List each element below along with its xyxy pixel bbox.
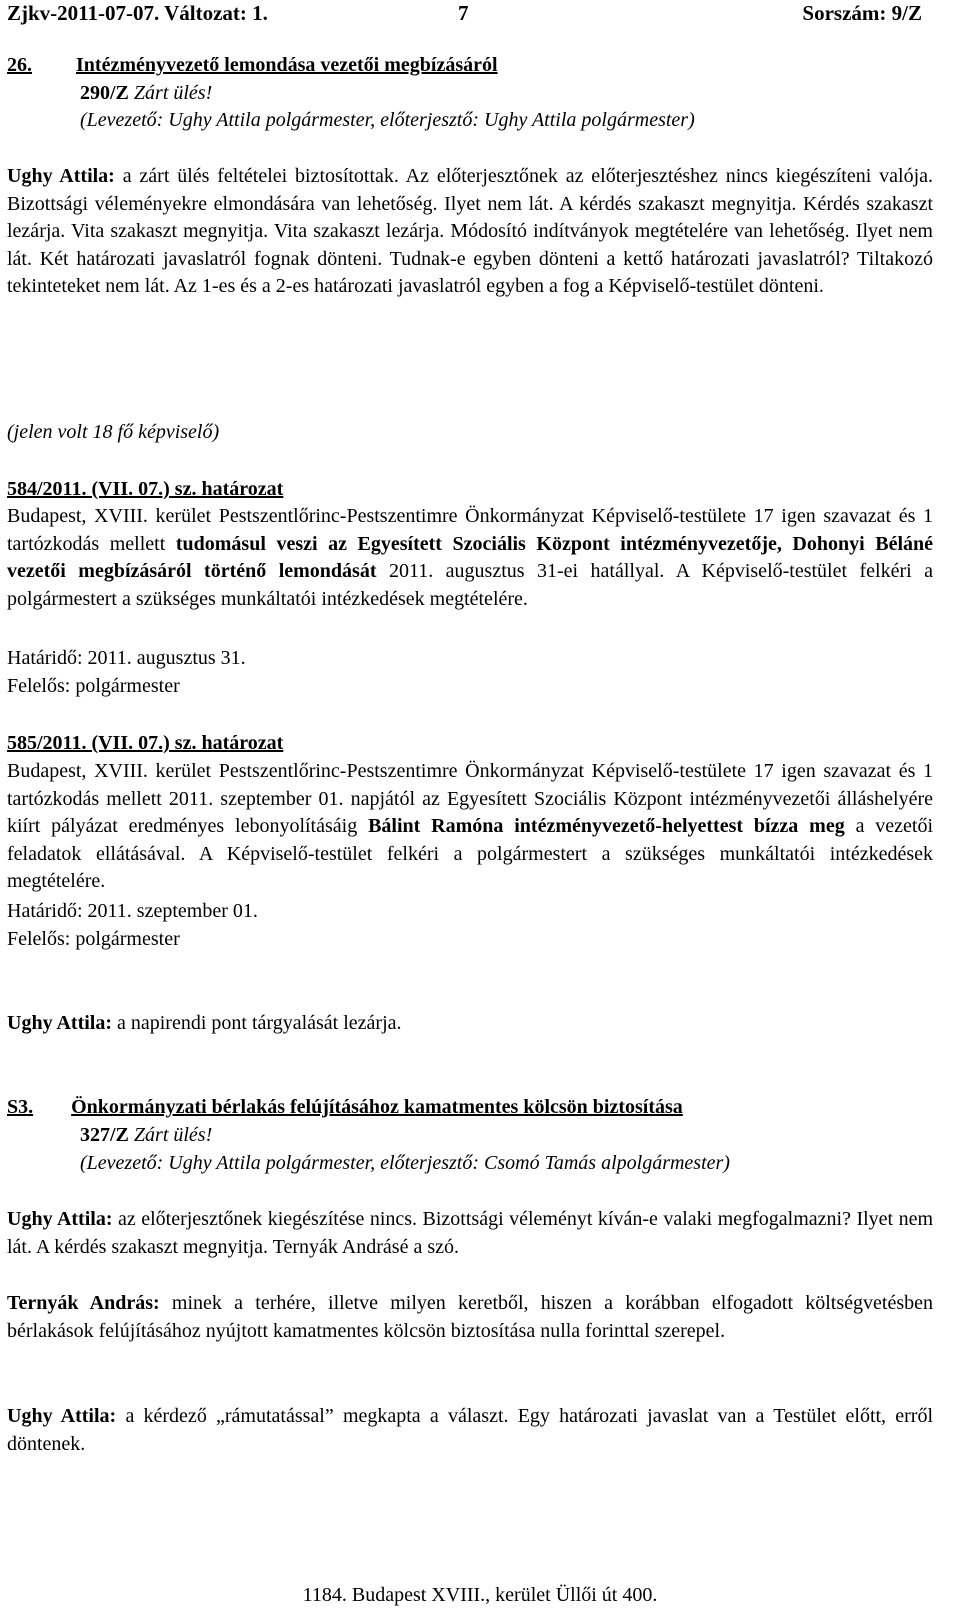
item-title: Önkormányzati bérlakás felújításához kamatmentes kölcsön biztosítása <box>71 1096 683 1118</box>
resolution-584-responsible: Felelős: polgármester <box>7 675 180 697</box>
item-s3-paragraph-2 <box>7 1290 933 1345</box>
item-26-presenter: (Levezető: Ughy Attila polgármester, előterjesztő: Ughy Attila polgármester) <box>80 109 695 131</box>
resolution-585-title: 585/2011. (VII. 07.) sz. határozat <box>7 732 284 754</box>
speaker-name: Ughy Attila: <box>7 1208 113 1230</box>
header-page-number: 7 <box>458 1 469 25</box>
item-s3-presenter: (Levezető: Ughy Attila polgármester, előterjesztő: Csomó Tamás alpolgármester) <box>80 1152 730 1174</box>
item-s3-paragraph-3 <box>7 1403 933 1458</box>
closed-session-label: Zárt ülés! <box>133 1124 213 1146</box>
item-s3-heading <box>7 1094 683 1122</box>
header-right: Sorszám: 9/Z <box>802 1 922 25</box>
resolution-text-pre: Budapest, XVIII. kerület Pestszentlőrinc-Pestszentimre Önkormányzat Képviselő-testülete 17 igen szavazat és 1 tartózkodás mellett 2011. szeptember 01. napjától az Egyesített Szociális Központ intézményvezetői álláshelyére kiírt pályázat eredményes lebonyolításáig <box>7 760 933 837</box>
resolution-text-bold: Bálint Ramóna intézményvezető-helyettest bízza meg <box>368 815 845 837</box>
paragraph-text: a kérdező „rámutatással” megkapta a választ. Egy határozati javaslat van a Testület előtt, erről döntenek. <box>7 1405 934 1455</box>
attendance-note: (jelen volt 18 fő képviselő) <box>7 421 220 443</box>
item-number: S3. <box>7 1096 34 1118</box>
item-title: Intézményvezető lemondása vezetői megbízásáról <box>76 54 498 76</box>
item-26-speech <box>7 163 933 301</box>
item-s3-paragraph-1 <box>7 1206 933 1261</box>
resolution-584-text <box>7 503 933 613</box>
item-number: 26. <box>7 54 32 76</box>
resolution-584-title: 584/2011. (VII. 07.) sz. határozat <box>7 478 284 500</box>
speaker-name: Ternyák András: <box>7 1292 160 1314</box>
paragraph-text: minek a terhére, illetve milyen keretből, hiszen a korábban elfogadott költségvetésben bérlakások felújításához nyújtott kamatmentes kölcsön biztosítása nulla forinttal szerepel. <box>7 1292 933 1342</box>
speaker-name: Ughy Attila: <box>7 165 115 187</box>
item-code: 290/Z <box>80 82 129 104</box>
header-left: Zjkv-2011-07-07. Változat: 1. <box>7 1 268 25</box>
speaker-name: Ughy Attila: <box>7 1405 117 1427</box>
closing-text: a napirendi pont tárgyalását lezárja. <box>117 1012 402 1034</box>
resolution-text-pre: Budapest, XVIII. kerület Pestszentlőrinc-Pestszentimre Önkormányzat Képviselő-testülete 17 igen szavazat és 1 tartózkodás mellett <box>7 505 933 555</box>
item-s3-code-line <box>80 1122 680 1150</box>
page-footer: 1184. Budapest XVIII., kerület Üllői út 400. <box>302 1584 658 1606</box>
closed-session-label: Zárt ülés! <box>133 82 213 104</box>
item-code: 327/Z <box>80 1124 129 1146</box>
resolution-585-deadline: Határidő: 2011. szeptember 01. <box>7 900 258 922</box>
resolution-text-post: 2011. augusztus 31-ei hatállyal. A Képviselő-testület felkéri a polgármestert a szükséges munkáltatói intézkedések megtételére. <box>7 560 934 610</box>
resolution-585-text <box>7 758 933 896</box>
speaker-name: Ughy Attila: <box>7 1012 112 1034</box>
resolution-584-deadline: Határidő: 2011. augusztus 31. <box>7 647 246 669</box>
item-26-heading <box>7 52 933 80</box>
speech-text: a zárt ülés feltételei biztosítottak. Az előterjesztőnek az előterjesztéshez nincs kiegészíteni valója. Bizottsági véleményekre elmondására van lehetőség. Ilyet nem lát. A kérdés szakaszt megnyitja. Kérdés szakaszt lezárja. Vita szakaszt megnyitja. Vita szakaszt lezárja. Módosító indítványok megtételére van lehetőség. Ilyet nem lát. Két határozati javaslatról fognak dönteni. Tudnak-e egyben dönteni a kettő határozati javaslatról? Tiltakozó tekinteteket nem lát. Az 1-es és a 2-es határozati javaslatról egyben a fog a Képviselő-testület dönteni. <box>7 165 934 297</box>
resolution-text-post: a vezetői feladatok ellátásával. A Képviselő-testület felkéri a polgármestert a szükséges munkáltatói intézkedések megtételére. <box>7 815 934 892</box>
resolution-text-bold: tudomásul veszi az Egyesített Szociális Központ intézményvezetője, Dohonyi Béláné vezetői megbízásáról történő lemondását <box>7 532 934 582</box>
paragraph-text: az előterjesztőnek kiegészítése nincs. Bizottsági véleményt kíván-e valaki megfogalmazni? Ilyet nem lát. A kérdés szakaszt megnyitja. Ternyák Andrásé a szó. <box>7 1208 934 1258</box>
closing-statement <box>7 1010 933 1038</box>
item-26-code-line <box>80 80 680 108</box>
resolution-585-responsible: Felelős: polgármester <box>7 928 180 950</box>
